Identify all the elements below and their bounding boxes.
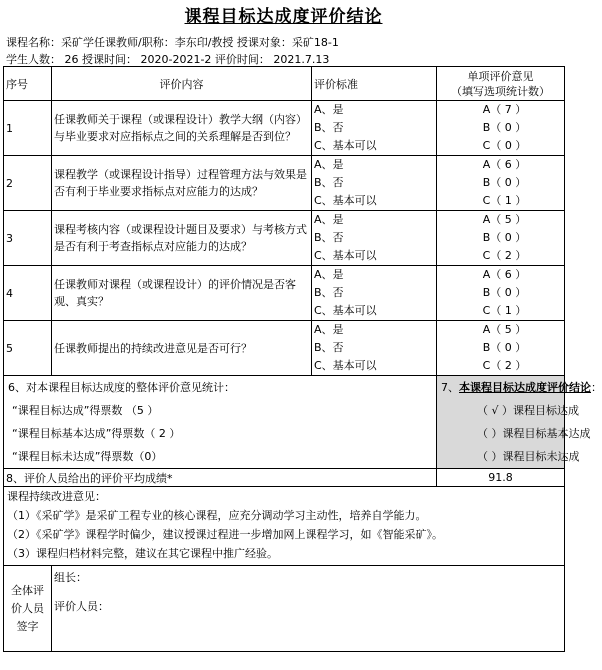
count-b: B（ 0 ） — [482, 121, 527, 134]
table-row — [4, 211, 565, 266]
signature-area — [52, 566, 565, 652]
row-no: 5 — [4, 321, 52, 376]
header-standard: 评价标准 — [312, 67, 437, 101]
standard-option-a: A、是 — [314, 158, 344, 171]
signature-label-line2: 签字 — [16, 619, 39, 633]
row-content: 任课教师提出的持续改进意见是否可行？ — [52, 321, 312, 376]
course-info-line: 课程名称：采矿学任课教师/职称：李东印/教授 授课对象：采矿18-1 — [6, 36, 339, 49]
row-counts — [437, 266, 565, 321]
standard-option-c: C、基本可以 — [314, 304, 377, 317]
count-c: C（ 1 ） — [482, 194, 527, 207]
row-standard — [312, 321, 437, 376]
schedule-info-line: 学生人数： 26 授课时间： 2020-2021-2 评价时间： 2021.7.13 — [6, 53, 330, 66]
improvement-section — [4, 487, 565, 566]
row-counts — [437, 101, 565, 156]
table-row — [4, 266, 565, 321]
row-content: 任课教师关于课程（或课程设计）教学大纲（内容）与毕业要求对应指标点之间的关系理解是否到位？ — [52, 101, 312, 156]
standard-option-c: C、基本可以 — [314, 194, 377, 207]
table-header-row — [4, 67, 565, 101]
count-b: B（ 0 ） — [482, 176, 527, 189]
row-standard — [312, 101, 437, 156]
row-counts — [437, 321, 565, 376]
average-score-value: 91.8 — [437, 469, 565, 487]
row-content: 课程教学（或课程设计指导）过程管理方法与效果是否有利于毕业要求指标点对应能力的达成？ — [52, 156, 312, 211]
standard-option-b: B、否 — [314, 341, 344, 354]
table-row — [4, 156, 565, 211]
row-counts — [437, 211, 565, 266]
header-no: 序号 — [4, 67, 52, 101]
vote-statistics — [4, 376, 437, 469]
standard-option-a: A、是 — [314, 268, 344, 281]
row-counts — [437, 156, 565, 211]
header-opinion-line2: （填写选项统计数） — [451, 84, 550, 98]
vote-statistics-title: 6、对本课程目标达成度的整体评价意见统计： — [8, 381, 235, 394]
page-title: 课程目标达成度评价结论 — [184, 7, 383, 27]
row-standard — [312, 266, 437, 321]
count-a: A（ 5 ） — [482, 323, 527, 336]
count-c: C（ 0 ） — [482, 139, 527, 152]
count-c: C（ 2 ） — [482, 359, 527, 372]
signature-label — [4, 566, 52, 652]
vote-not-achieved: “课程目标未达成”得票数（0） — [12, 450, 163, 463]
leader-signature: 组长： — [54, 571, 87, 584]
row-no: 3 — [4, 211, 52, 266]
standard-option-a: A、是 — [314, 213, 344, 226]
standard-option-b: B、否 — [314, 231, 344, 244]
row-no: 4 — [4, 266, 52, 321]
count-a: A（ 6 ） — [482, 158, 527, 171]
standard-option-b: B、否 — [314, 176, 344, 189]
evaluation-table — [3, 66, 602, 652]
count-a: A（ 5 ） — [482, 213, 527, 226]
standard-option-c: C、基本可以 — [314, 249, 377, 262]
table-row — [4, 321, 565, 376]
row-standard — [312, 156, 437, 211]
conclusion-title: 7、本课程目标达成度评价结论： — [441, 381, 602, 394]
improvement-title: 课程持续改进意见： — [7, 490, 106, 503]
vote-basically-achieved: “课程目标基本达成”得票数（ 2 ） — [12, 427, 181, 440]
conclusion-panel — [437, 376, 602, 469]
improvement-row — [4, 487, 565, 566]
standard-option-b: B、否 — [314, 286, 344, 299]
standard-option-a: A、是 — [314, 103, 344, 116]
header-opinion — [437, 67, 565, 101]
count-b: B（ 0 ） — [482, 341, 527, 354]
count-c: C（ 1 ） — [482, 304, 527, 317]
count-b: B（ 0 ） — [482, 231, 527, 244]
average-score-row — [4, 469, 565, 487]
average-score-label: 8、评价人员给出的评价平均成绩* — [4, 469, 437, 487]
row-content: 课程考核内容（或课程设计题目及要求）与考核方式是否有利于考查指标点对应能力的达成？ — [52, 211, 312, 266]
standard-option-a: A、是 — [314, 323, 344, 336]
improvement-item: （2）《采矿学》课程学时偏少，建议授课过程进一步增加网上课程学习，如《智能采矿》。 — [7, 528, 443, 541]
header-content: 评价内容 — [52, 67, 312, 101]
vote-achieved: “课程目标达成”得票数 （5 ） — [12, 404, 159, 417]
row-no: 2 — [4, 156, 52, 211]
standard-option-c: C、基本可以 — [314, 359, 377, 372]
count-a: A（ 6 ） — [482, 268, 527, 281]
members-signature: 评价人员： — [54, 600, 109, 613]
conclusion-achieved: （ √ ）课程目标达成 — [477, 404, 580, 417]
conclusion-basically-achieved: （ ）课程目标基本达成 — [477, 427, 591, 440]
count-a: A（ 7 ） — [482, 103, 527, 116]
signature-label-line1: 全体评价人员 — [11, 583, 44, 615]
header-opinion-line1: 单项评价意见 — [467, 69, 534, 83]
count-b: B（ 0 ） — [482, 286, 527, 299]
signature-row — [4, 566, 565, 652]
improvement-item: （3）课程归档材料完整，建议在其它课程中推广经验。 — [7, 547, 278, 560]
overall-vote-row — [4, 376, 565, 469]
row-standard — [312, 211, 437, 266]
standard-option-c: C、基本可以 — [314, 139, 377, 152]
table-row — [4, 101, 565, 156]
improvement-item: （1）《采矿学》是采矿工程专业的核心课程，应充分调动学习主动性，培养自学能力。 — [7, 509, 427, 522]
row-no: 1 — [4, 101, 52, 156]
row-content: 任课教师对课程（或课程设计）的评价情况是否客观、真实？ — [52, 266, 312, 321]
standard-option-b: B、否 — [314, 121, 344, 134]
count-c: C（ 2 ） — [482, 249, 527, 262]
conclusion-not-achieved: （ ）课程目标未达成 — [477, 450, 580, 463]
